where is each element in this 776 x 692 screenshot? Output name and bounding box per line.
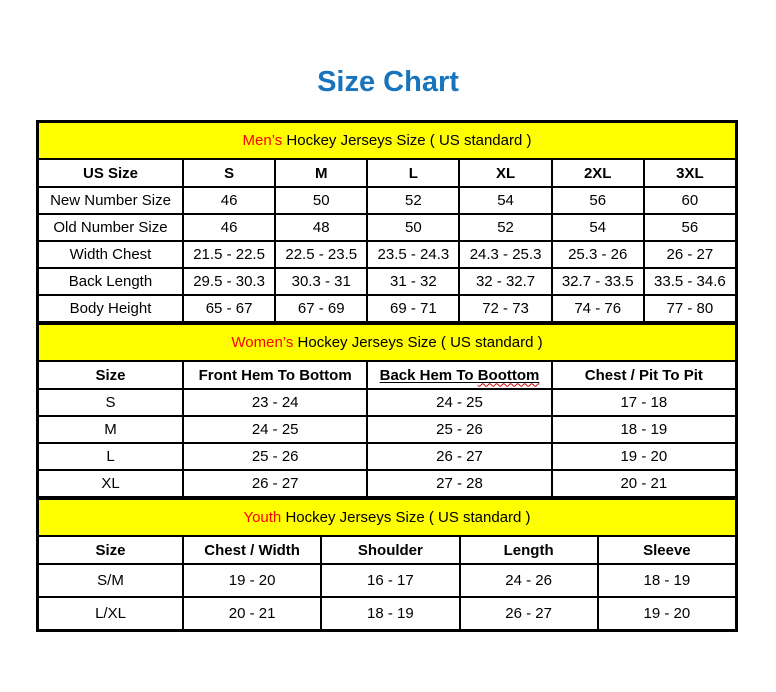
row-label: S bbox=[38, 389, 183, 416]
size-cell: 33.5 - 34.6 bbox=[644, 268, 736, 295]
size-cell: 27 - 28 bbox=[367, 470, 551, 497]
table-row bbox=[38, 295, 736, 322]
header-text-prefix: Back Hem To bbox=[379, 366, 478, 384]
size-cell: 25 - 26 bbox=[367, 416, 551, 443]
row-label: Old Number Size bbox=[38, 214, 183, 241]
size-cell: 32 - 32.7 bbox=[459, 268, 551, 295]
column-header: XL bbox=[459, 159, 551, 187]
size-cell: 74 - 76 bbox=[552, 295, 644, 322]
row-label: L/XL bbox=[38, 597, 183, 630]
column-header: Sleeve bbox=[598, 536, 736, 564]
table-row bbox=[38, 597, 736, 630]
size-cell: 60 bbox=[644, 187, 736, 214]
size-cell: 67 - 69 bbox=[275, 295, 367, 322]
column-header: Chest / Pit To Pit bbox=[552, 361, 736, 389]
table-row bbox=[38, 443, 736, 470]
column-header: Chest / Width bbox=[183, 536, 321, 564]
mens-table-heading bbox=[38, 122, 736, 159]
size-cell: 50 bbox=[367, 214, 459, 241]
table-row bbox=[38, 564, 736, 597]
size-cell: 46 bbox=[183, 214, 275, 241]
size-cell: 21.5 - 22.5 bbox=[183, 241, 275, 268]
size-cell: 18 - 19 bbox=[552, 416, 736, 443]
row-label: Body Height bbox=[38, 295, 183, 322]
size-cell: 52 bbox=[459, 214, 551, 241]
table-row bbox=[38, 214, 736, 241]
size-cell: 23 - 24 bbox=[183, 389, 367, 416]
size-chart-tables bbox=[36, 120, 738, 632]
size-cell: 26 - 27 bbox=[183, 470, 367, 497]
size-cell: 24 - 25 bbox=[183, 416, 367, 443]
table-row bbox=[38, 416, 736, 443]
size-cell: 23.5 - 24.3 bbox=[367, 241, 459, 268]
column-header: Size bbox=[38, 536, 183, 564]
size-cell: 31 - 32 bbox=[367, 268, 459, 295]
row-label: XL bbox=[38, 470, 183, 497]
column-header: S bbox=[183, 159, 275, 187]
size-cell: 24 - 26 bbox=[460, 564, 598, 597]
size-cell: 24 - 25 bbox=[367, 389, 551, 416]
table-row bbox=[38, 389, 736, 416]
size-cell: 25 - 26 bbox=[183, 443, 367, 470]
size-cell: 77 - 80 bbox=[644, 295, 736, 322]
size-cell: 18 - 19 bbox=[321, 597, 459, 630]
table-row bbox=[38, 241, 736, 268]
column-header: Shoulder bbox=[321, 536, 459, 564]
size-cell: 19 - 20 bbox=[183, 564, 321, 597]
size-cell: 52 bbox=[367, 187, 459, 214]
column-header: 2XL bbox=[552, 159, 644, 187]
size-cell: 19 - 20 bbox=[598, 597, 736, 630]
size-cell: 19 - 20 bbox=[552, 443, 736, 470]
youth-heading-highlight: Youth bbox=[243, 509, 282, 526]
size-cell: 65 - 67 bbox=[183, 295, 275, 322]
size-cell: 25.3 - 26 bbox=[552, 241, 644, 268]
size-cell: 20 - 21 bbox=[552, 470, 736, 497]
youth-heading-rest: Hockey Jerseys Size ( US standard ) bbox=[281, 509, 531, 526]
row-label: Back Length bbox=[38, 268, 183, 295]
table-row bbox=[38, 268, 736, 295]
column-header: L bbox=[367, 159, 459, 187]
size-cell: 26 - 27 bbox=[367, 443, 551, 470]
size-cell: 72 - 73 bbox=[459, 295, 551, 322]
size-cell: 54 bbox=[459, 187, 551, 214]
womens-header-row bbox=[38, 361, 736, 389]
row-label: L bbox=[38, 443, 183, 470]
column-header: M bbox=[275, 159, 367, 187]
mens-band-row bbox=[38, 122, 736, 159]
row-label: M bbox=[38, 416, 183, 443]
womens-heading-rest: Hockey Jerseys Size ( US standard ) bbox=[293, 334, 543, 351]
underlined-header-text bbox=[380, 367, 540, 384]
womens-size-table bbox=[37, 323, 737, 498]
youth-size-table bbox=[37, 498, 737, 631]
size-cell: 29.5 - 30.3 bbox=[183, 268, 275, 295]
youth-table-heading bbox=[38, 499, 736, 536]
size-cell: 24.3 - 25.3 bbox=[459, 241, 551, 268]
mens-size-table bbox=[37, 121, 737, 323]
size-cell: 50 bbox=[275, 187, 367, 214]
page-title: Size Chart bbox=[317, 66, 459, 98]
mens-heading-highlight: Men’s bbox=[242, 132, 283, 149]
womens-band-row bbox=[38, 324, 736, 361]
size-cell: 18 - 19 bbox=[598, 564, 736, 597]
row-label: New Number Size bbox=[38, 187, 183, 214]
column-header: Size bbox=[38, 361, 183, 389]
size-cell: 26 - 27 bbox=[460, 597, 598, 630]
size-cell: 56 bbox=[644, 214, 736, 241]
size-cell: 30.3 - 31 bbox=[275, 268, 367, 295]
size-cell: 69 - 71 bbox=[367, 295, 459, 322]
size-cell: 26 - 27 bbox=[644, 241, 736, 268]
column-header: US Size bbox=[38, 159, 183, 187]
size-cell: 46 bbox=[183, 187, 275, 214]
column-header: 3XL bbox=[644, 159, 736, 187]
womens-heading-highlight: Women’s bbox=[231, 334, 294, 351]
size-cell: 54 bbox=[552, 214, 644, 241]
size-cell: 56 bbox=[552, 187, 644, 214]
table-row bbox=[38, 470, 736, 497]
size-cell: 32.7 - 33.5 bbox=[552, 268, 644, 295]
column-header: Length bbox=[460, 536, 598, 564]
womens-table-heading bbox=[38, 324, 736, 361]
size-cell: 20 - 21 bbox=[183, 597, 321, 630]
column-header bbox=[367, 361, 551, 389]
youth-band-row bbox=[38, 499, 736, 536]
column-header: Front Hem To Bottom bbox=[183, 361, 367, 389]
size-cell: 48 bbox=[275, 214, 367, 241]
mens-heading-rest: Hockey Jerseys Size ( US standard ) bbox=[282, 132, 532, 149]
size-cell: 17 - 18 bbox=[552, 389, 736, 416]
table-row bbox=[38, 187, 736, 214]
row-label: Width Chest bbox=[38, 241, 183, 268]
misspelled-word: Boottom bbox=[477, 366, 540, 384]
youth-header-row bbox=[38, 536, 736, 564]
mens-header-row bbox=[38, 159, 736, 187]
size-cell: 22.5 - 23.5 bbox=[275, 241, 367, 268]
size-cell: 16 - 17 bbox=[321, 564, 459, 597]
row-label: S/M bbox=[38, 564, 183, 597]
